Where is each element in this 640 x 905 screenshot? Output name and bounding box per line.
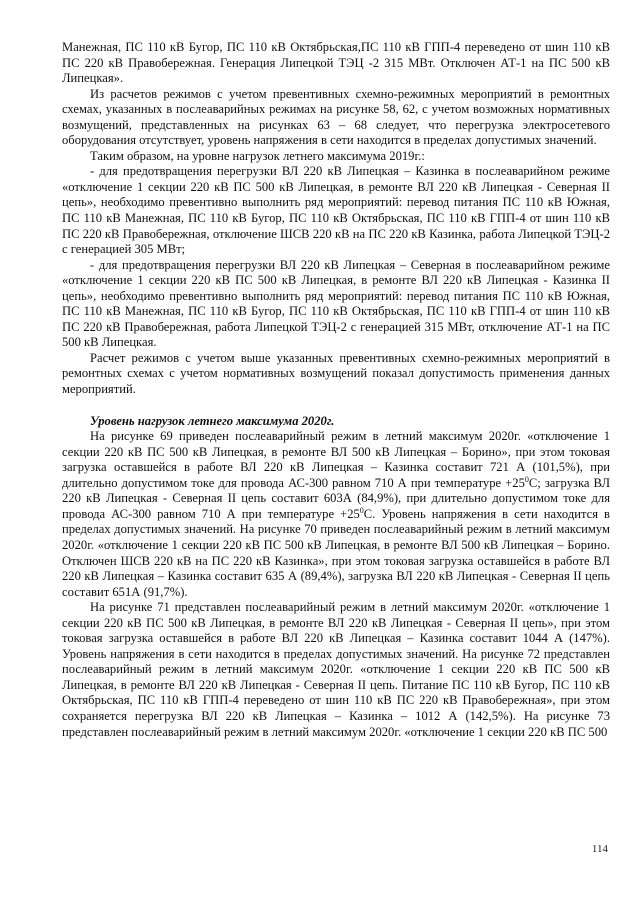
paragraph-summary-2019: Таким образом, на уровне нагрузок летнего максимума 2019г.: xyxy=(90,148,425,163)
paragraph-continuation: Манежная, ПС 110 кВ Бугор, ПС 110 кВ Октябрьская,ПС 110 кВ ГПП-4 переведено от шин 110 кВ ПС 220 кВ Правобережная. Генерация Липецкой ТЭЦ -2 315 МВт. Отключен АТ-1 на ПС 500 кВ Липецкая». xyxy=(62,40,610,86)
list-item-severnaya: - для предотвращения перегрузки ВЛ 220 кВ Липецкая – Северная в послеаварийном режиме «отключение 1 секции 220 кВ ПС 500 кВ Липецкая, в ремонте ВЛ 220 кВ Липецкая - Казинка II цепь», необходимо превентивно выполнить ряд мероприятий: перевод питания ПС 110 кВ Южная, ПС 110 кВ Манежная, ПС 110 кВ Бугор, ПС 110 кВ Октябрьская, ПС 110 кВ ГПП-4 от шин 110 кВ ПС 220 кВ Правобережная, работа Липецкой ТЭЦ-2 с генерацией 315 МВт, отключение АТ-1 на ПС 500 кВ Липецкая. xyxy=(62,257,610,350)
figure-69-text-c: С. Уровень напряжения в сети находится в пределах допустимых значений. На рисунке 70 приведен послеаварийный режим в летний максимум 2020г. «отключение 1 секции 220 кВ ПС 500 кВ Липецкая, в ремонте ВЛ 500 кВ Липецкая – Борино. Отключен ШСВ 220 кВ на ПС 220 кВ Казинка», при этом токовая загрузка оставшейся в работе ВЛ 220 кВ Липецкая – Казинка составит 635 А (89,4%), загрузка ВЛ 220 кВ Липецкая - Северная II цепь составит 651А (91,7%). xyxy=(62,506,610,599)
figure-69-text-a: На рисунке 69 приведен послеаварийный режим в летний максимум 2020г. «отключение 1 секции 220 кВ ПС 500 кВ Липецкая, в ремонте ВЛ 500 кВ Липецкая – Борино», при этом токовая загрузка оставшейся в работе ВЛ 220 кВ Липецкая – Казинка составит 721 А (101,5%), при длительно допустимом токе для провода АС-300 равном 710 А при температуре +25 xyxy=(62,429,610,490)
degree-superscript: 0 xyxy=(359,505,364,515)
paragraph-figure-71: На рисунке 71 представлен послеаварийный режим в летний максимум 2020г. «отключение 1 секции 220 кВ ПС 500 кВ Липецкая, в ремонте ВЛ 220 кВ Липецкая - Северная II цепь», при этом токовая загрузка оставшейся в работе ВЛ 220 кВ Липецкая – Казинка составит 1044 А (147%). Уровень напряжения в сети находится в пределах допустимых значений. На рисунке 72 представлен послеаварийный режим в летний максимум 2020г. «отключение 1 секции 220 кВ ПС 500 кВ Липецкая, в ремонте ВЛ 220 кВ Липецкая - Северная II цепь. Питание ПС 110 кВ Бугор, ПС 110 кВ Октябрьская, ПС 110 кВ ГПП-4 переведено от шин 110 кВ ПС 220 кВ Правобережная», при этом сохраняется перегрузка ВЛ 220 кВ Липецкая – Казинка – 1012 А (142,5%). На рисунке 73 представлен послеаварийный режим в летний максимум 2020г. «отключение 1 секции 220 кВ ПС 500 xyxy=(62,600,610,739)
paragraph-figure-69 xyxy=(62,429,610,600)
page-number: 114 xyxy=(591,843,608,855)
section-title: Уровень нагрузок летнего максимума 2020г. xyxy=(90,413,335,428)
paragraph-conclusion: Расчет режимов с учетом выше указанных превентивных схемно-режимных мероприятий в ремонтных схемах с учетом нормативных возмущений показал допустимость применения данных мероприятий. xyxy=(62,350,610,397)
list-item-kazinka: - для предотвращения перегрузки ВЛ 220 кВ Липецкая – Казинка в послеаварийном режиме «отключение 1 секции 220 кВ ПС 500 кВ Липецкая, в ремонте ВЛ 220 кВ Липецкая - Северная II цепь», необходимо превентивно выполнить ряд мероприятий: перевод питания ПС 110 кВ Южная, ПС 110 кВ Манежная, ПС 110 кВ Бугор, ПС 110 кВ Октябрьская, ПС 110 кВ ГПП-4 от шин 110 кВ ПС 220 кВ Правобережная, отключение ШСВ 220 кВ на ПС 220 кВ Казинка, работа Липецкой ТЭЦ-2 с генерацией 305 МВт; xyxy=(62,164,610,257)
figure-69-text-b: С; загрузка ВЛ 220 кВ Липецкая - Северная II цепь составит 603А (84,9%), при длительно допустимом токе для провода АС-300 равном 710 А при температуре +25 xyxy=(62,475,610,521)
paragraph-calculations: Из расчетов режимов с учетом превентивных схемно-режимных мероприятий в ремонтных схемах, указанных в послеаварийных режимах на рисунке 58, 62, с учетом возможных нормативных возмущений, представленных на рисунках 63 – 68 следует, что перегрузка электросетевого оборудования отсутствует, уровень напряжения в сети находится в пределах допустимых значений. xyxy=(62,86,610,148)
section-gap xyxy=(62,398,610,414)
page-body xyxy=(62,40,610,740)
degree-superscript: 0 xyxy=(524,474,529,484)
